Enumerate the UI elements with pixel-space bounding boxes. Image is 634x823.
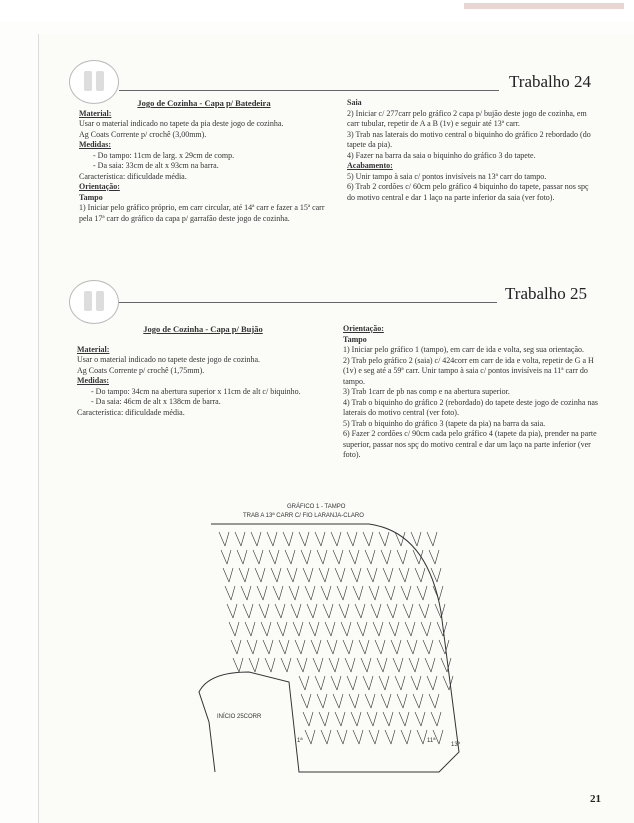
- stitch-mark: [365, 550, 375, 564]
- stitch-mark: [329, 658, 339, 672]
- trab25-tampo-heading: Tampo: [343, 334, 367, 344]
- stitch-mark: [359, 640, 369, 654]
- stitch-mark: [227, 604, 237, 618]
- stitch-mark: [303, 568, 313, 582]
- stitch-mark: [441, 658, 451, 672]
- stitch-mark: [427, 676, 437, 690]
- trab24-saia-step-4: 4) Fazer na barra da saia o biquinho do gráfico 3 do tapete.: [347, 150, 536, 160]
- stitch-mark: [353, 586, 363, 600]
- stitch-mark: [241, 586, 251, 600]
- stitch-mark: [251, 532, 261, 546]
- stitch-mark: [363, 676, 373, 690]
- diagram-row-13: 13ª: [451, 742, 460, 748]
- trab24-acab-step-6: 6) Trab 2 cordões c/ 60cm pelo gráfico 4 biquinho do tapete, passar nos spç do motivo central e dar 1 laço na parte inferior da saia (ver foto).: [347, 182, 589, 202]
- stitch-mark: [425, 658, 435, 672]
- stitch-mark: [255, 568, 265, 582]
- stitch-mark: [319, 568, 329, 582]
- stitch-mark: [257, 586, 267, 600]
- stitch-mark: [427, 532, 437, 546]
- stitch-mark: [347, 532, 357, 546]
- stitch-mark: [439, 640, 449, 654]
- stitch-mark: [431, 712, 441, 726]
- stitch-mark: [311, 640, 321, 654]
- stitch-mark: [395, 532, 405, 546]
- stitch-mark: [353, 730, 363, 744]
- trab25-step: 2) Trab pelo gráfico 2 (saia) c/ 424corr em carr de ida e volta, repetir de G a H (1v) e seg até a 59ª carr. Unir tampo à saia c/ pontos invisíveis na 11ª carr do tampo.: [343, 355, 594, 386]
- stitch-mark: [253, 550, 263, 564]
- stitch-mark: [287, 568, 297, 582]
- stitch-mark: [371, 604, 381, 618]
- stitch-mark: [247, 640, 257, 654]
- stitch-mark: [313, 658, 323, 672]
- stitch-mark: [223, 568, 233, 582]
- stitch-mark: [395, 676, 405, 690]
- stitch-mark: [385, 586, 395, 600]
- stitch-mark: [429, 694, 439, 708]
- trab25-step: 4) Trab o biquinho do gráfico 2 (rebordado) do tapete deste jogo de cozinha nas laterais do motivo central (ver foto).: [343, 397, 599, 417]
- stitch-mark: [317, 550, 327, 564]
- stitch-mark: [379, 532, 389, 546]
- diagram-start-label: INÍCIO 25CORR: [217, 714, 262, 720]
- stitch-mark: [237, 550, 247, 564]
- stitch-mark: [345, 658, 355, 672]
- stitch-mark: [283, 532, 293, 546]
- diagram-title: GRÁFICO 1 - TAMPO: [287, 504, 346, 510]
- stitch-mark: [279, 640, 289, 654]
- section-title-25: Trabalho 25: [505, 284, 588, 303]
- stitch-mark: [259, 604, 269, 618]
- stitch-mark: [333, 550, 343, 564]
- stitch-mark: [319, 712, 329, 726]
- stitch-mark: [271, 568, 281, 582]
- stitch-mark: [299, 676, 309, 690]
- stitch-mark: [367, 568, 377, 582]
- stitch-mark: [349, 550, 359, 564]
- stitch-mark: [415, 568, 425, 582]
- stitch-mark: [389, 622, 399, 636]
- stitch-mark: [303, 712, 313, 726]
- stitch-mark: [401, 586, 411, 600]
- section-title-24: Trabalho 24: [509, 72, 592, 91]
- stitch-mark: [423, 640, 433, 654]
- stitch-mark: [219, 532, 229, 546]
- trab24-medidas-1: - Do tampo: 11cm de larg. x 29cm de comp.: [93, 150, 235, 160]
- stitch-mark: [301, 694, 311, 708]
- stitch-mark: [357, 622, 367, 636]
- stitch-mark: [337, 730, 347, 744]
- stitch-mark: [413, 694, 423, 708]
- trab25-product: Jogo de Cozinha - Capa p/ Bujão: [143, 324, 263, 334]
- stitch-mark: [403, 604, 413, 618]
- stitch-mark: [415, 712, 425, 726]
- diagram-subtitle: TRAB A 13ª CARR C/ FIO LARANJA-CLARO: [243, 513, 364, 519]
- stitch-mark: [277, 622, 287, 636]
- stitch-mark: [399, 568, 409, 582]
- stitch-mark: [377, 658, 387, 672]
- stitch-mark: [243, 604, 253, 618]
- trab25-step: 3) Trab 1carr de pb nas comp e na abertura superior.: [343, 387, 510, 396]
- stitch-mark: [387, 604, 397, 618]
- stitch-mark: [273, 586, 283, 600]
- stitch-mark: [341, 622, 351, 636]
- stitch-mark: [397, 694, 407, 708]
- trab25-medidas-1: - Do tampo: 34cm na abertura superior x 11cm de alt c/ biquinho.: [91, 386, 301, 396]
- stitch-mark: [331, 532, 341, 546]
- stitch-mark: [309, 622, 319, 636]
- diagram-row-1: 1ª: [297, 738, 303, 744]
- trab24-saia-heading: Saia: [347, 98, 362, 107]
- stitch-mark: [365, 694, 375, 708]
- stitch-mark: [379, 676, 389, 690]
- trab24-acab-step-5: 5) Unir tampo à saia c/ pontos invisíveis na 13ª carr do tampo.: [347, 171, 547, 181]
- trab25-orientacao-heading: Orientação:: [343, 324, 384, 333]
- scan-strip: [464, 3, 624, 9]
- stitch-mark: [369, 586, 379, 600]
- stitch-mark: [337, 586, 347, 600]
- stitch-mark: [349, 694, 359, 708]
- trab25-step: 5) Trab o biquinho do gráfico 3 (tapete da pia) na barra da saia.: [343, 418, 546, 428]
- stitch-mark: [323, 604, 333, 618]
- stitch-mark: [229, 622, 239, 636]
- stitch-mark: [405, 622, 415, 636]
- scan-border: [0, 0, 634, 22]
- stitch-mark: [333, 694, 343, 708]
- trab25-right-column: [343, 324, 599, 461]
- stitch-mark: [367, 712, 377, 726]
- trab24-caracteristica: Característica: dificuldade média.: [79, 171, 187, 181]
- stitch-mark: [407, 640, 417, 654]
- stitch-mark: [265, 658, 275, 672]
- trab25-material-1: Usar o material indicado no tapete deste jogo de cozinha.: [77, 355, 261, 364]
- stitch-mark: [411, 532, 421, 546]
- stitch-mark: [307, 604, 317, 618]
- stitch-mark: [385, 730, 395, 744]
- trab24-medidas-heading: Medidas:: [79, 140, 111, 149]
- stitch-mark: [331, 676, 341, 690]
- stitch-mark: [351, 712, 361, 726]
- stitch-mark: [429, 550, 439, 564]
- stitch-mark: [401, 730, 411, 744]
- trab25-step: 6) Fazer 2 cordões c/ 90cm cada pelo gráfico 4 (tapete da pia), prender na parte superior, passar nos spç do motivo central e dar um laço na parte inferior (ver foto).: [343, 429, 597, 459]
- trab24-left-column: [79, 98, 329, 224]
- stitch-mark: [375, 640, 385, 654]
- trab25-medidas-heading: Medidas:: [77, 376, 109, 385]
- stitch-mark: [275, 604, 285, 618]
- stitch-mark: [339, 604, 349, 618]
- stitch-mark: [261, 622, 271, 636]
- stitch-mark: [399, 712, 409, 726]
- trab24-right-column: [347, 98, 597, 203]
- trab24-saia-step-2: 2) Iniciar c/ 277carr pelo gráfico 2 capa p/ bujão deste jogo de cozinha, em carr tubular, repetir de A a B (1v) e seguir até 13ª carr.: [347, 108, 587, 128]
- stitch-mark: [315, 676, 325, 690]
- stitch-mark: [221, 550, 231, 564]
- stitch-mark: [289, 586, 299, 600]
- stitch-mark: [281, 658, 291, 672]
- stitch-mark: [335, 712, 345, 726]
- stitch-mark: [417, 586, 427, 600]
- diagram-row-11: 11ª: [427, 738, 436, 744]
- stitch-mark: [419, 604, 429, 618]
- stitch-mark: [437, 622, 447, 636]
- stitch-mark: [361, 658, 371, 672]
- stitch-mark: [299, 532, 309, 546]
- stitch-mark: [231, 640, 241, 654]
- trab24-product: Jogo de Cozinha - Capa p/ Batedeira: [137, 98, 271, 108]
- stitch-mark: [249, 658, 259, 672]
- stitch-mark: [417, 730, 427, 744]
- stitch-mark: [373, 622, 383, 636]
- stitch-mark: [295, 640, 305, 654]
- stitch-mark: [391, 640, 401, 654]
- stitch-mark: [245, 622, 255, 636]
- trab25-medidas-2: - Da saia: 46cm de alt x 138cm de barra.: [91, 397, 221, 406]
- trab25-step: 1) Iniciar pelo gráfico 1 (tampo), em carr de ida e volta, seg sua orientação.: [343, 345, 585, 354]
- stitch-mark: [369, 730, 379, 744]
- stitch-mark: [351, 568, 361, 582]
- stitch-mark: [411, 676, 421, 690]
- stitch-mark: [347, 676, 357, 690]
- trab25-left-column: [77, 324, 329, 418]
- trab24-saia-step-3: 3) Trab nas laterais do motivo central o biquinho do gráfico 2 rebordado (do tapete da pia).: [347, 129, 591, 149]
- stitch-mark: [327, 640, 337, 654]
- trab24-medidas-2: - Da saia: 33cm de alt x 93cm na barra.: [93, 161, 219, 170]
- stitch-mark: [321, 730, 331, 744]
- stitch-mark: [409, 658, 419, 672]
- crochet-chart: [189, 522, 489, 812]
- brand-logo-2: [69, 280, 119, 324]
- trab24-orientacao-heading: Orientação:: [79, 182, 120, 191]
- trab24-acabamento-heading: Acabamento:: [347, 161, 393, 170]
- trab24-tampo-heading: Tampo: [79, 192, 103, 202]
- stitch-mark: [305, 730, 315, 744]
- stitch-mark: [293, 622, 303, 636]
- stitch-mark: [269, 550, 279, 564]
- stitch-mark: [381, 550, 391, 564]
- trab24-tampo-step: 1) Iniciar pelo gráfico próprio, em carr circular, até 14ª carr e fazer a 15ª carr pela 17ª carr do gráfico da capa p/ garrafão deste jogo de cozinha.: [79, 203, 325, 223]
- page-number: 21: [590, 793, 601, 805]
- stitch-mark: [381, 694, 391, 708]
- section-rule-2: [119, 302, 497, 303]
- trab24-material-heading: Material:: [79, 108, 112, 118]
- stitch-mark: [233, 658, 243, 672]
- stitch-mark: [421, 622, 431, 636]
- stitch-mark: [301, 550, 311, 564]
- stitch-mark: [297, 658, 307, 672]
- trab25-caracteristica: Característica: dificuldade média.: [77, 407, 185, 417]
- stitch-mark: [393, 658, 403, 672]
- trab24-material-2: Ag Coats Corrente p/ crochê (3,00mm).: [79, 129, 207, 139]
- stitch-mark: [343, 640, 353, 654]
- stitch-mark: [363, 532, 373, 546]
- magazine-page: [38, 34, 634, 823]
- trab24-material-1: Usar o material indicado no tapete da pia deste jogo de cozinha.: [79, 119, 284, 128]
- stitch-mark: [335, 568, 345, 582]
- stitch-mark: [325, 622, 335, 636]
- stitch-mark: [443, 676, 453, 690]
- stitch-mark: [397, 550, 407, 564]
- stitch-mark: [305, 586, 315, 600]
- stitch-mark: [355, 604, 365, 618]
- stitch-mark: [239, 568, 249, 582]
- stitch-mark: [321, 586, 331, 600]
- stitch-mark: [383, 568, 393, 582]
- stitch-mark: [225, 586, 235, 600]
- stitch-mark: [263, 640, 273, 654]
- stitch-mark: [291, 604, 301, 618]
- section-rule-1: [119, 90, 499, 91]
- trab25-material-heading: Material:: [77, 344, 110, 354]
- trab25-material-2: Ag Coats Corrente p/ crochê (1,75mm).: [77, 365, 205, 375]
- stitch-mark: [267, 532, 277, 546]
- stitch-mark: [285, 550, 295, 564]
- stitch-mark: [317, 694, 327, 708]
- stitch-mark: [315, 532, 325, 546]
- stitch-mark: [235, 532, 245, 546]
- stitch-mark: [383, 712, 393, 726]
